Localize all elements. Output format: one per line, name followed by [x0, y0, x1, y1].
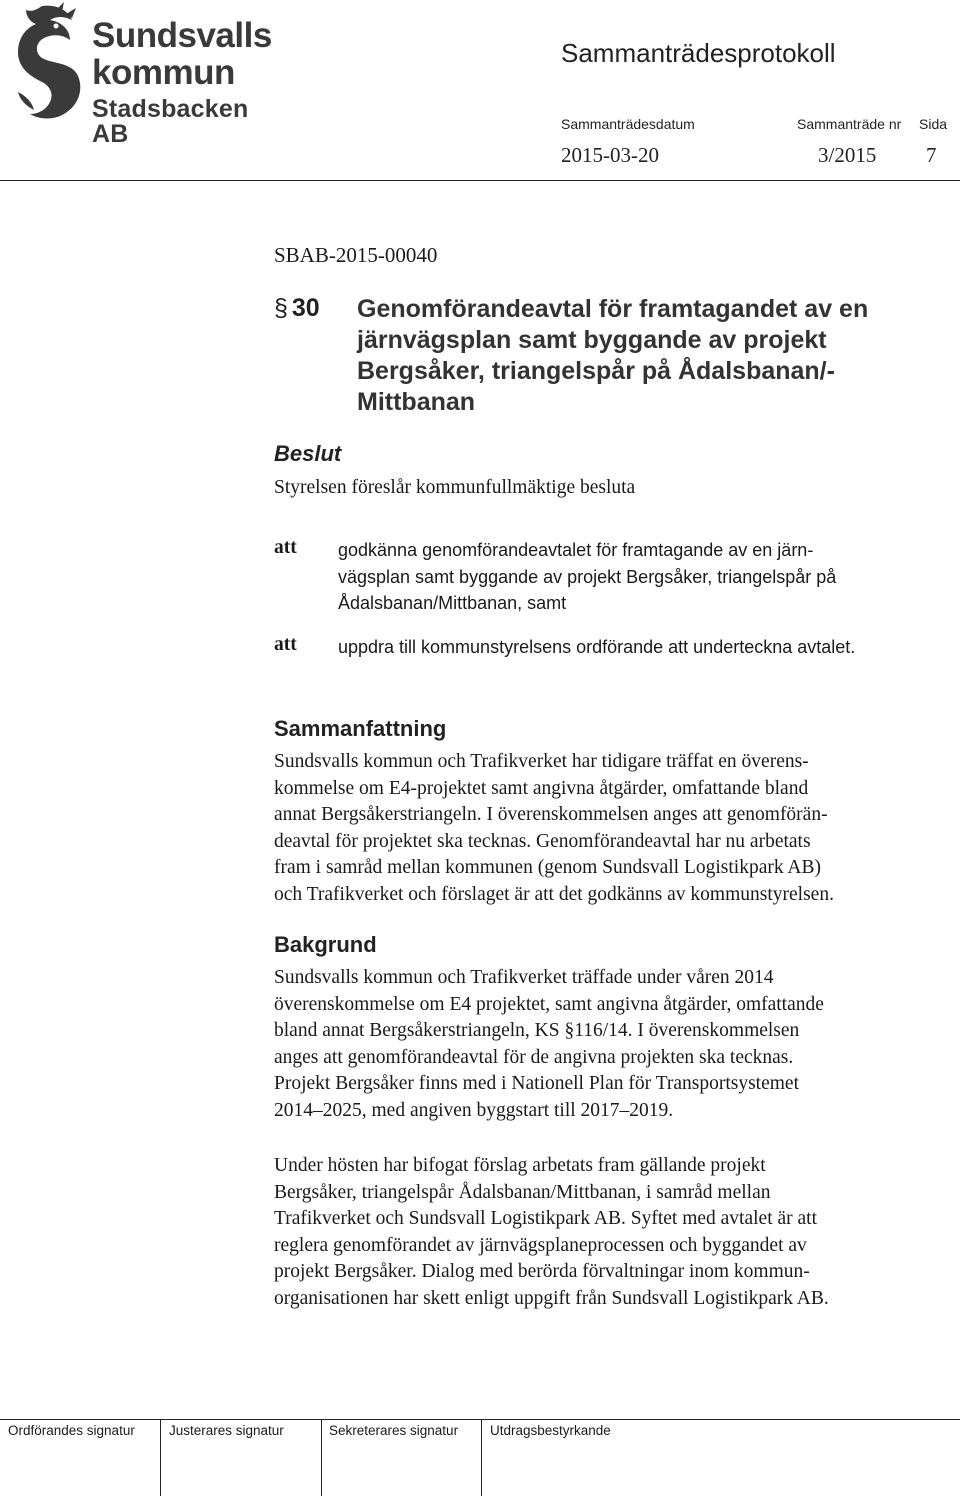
title-line: Mittbanan: [357, 388, 476, 416]
decision-item-1: [338, 537, 938, 617]
decision-line: godkänna genomförandeavtalet för framtagande av en järn-: [338, 540, 814, 560]
decision-item-2: [338, 634, 938, 661]
logo-line-2: kommun: [92, 53, 235, 92]
text-line: Sundsvalls kommun och Trafikverket har tidigare träffat en överens-: [274, 751, 809, 772]
footer-divider: [0, 1419, 960, 1420]
diary-number: SBAB-2015-00040: [274, 243, 438, 267]
text-line: överenskommelse om E4 projektet, samt angivna åtgärder, omfattande: [274, 993, 824, 1015]
meeting-number-label: Sammanträde nr: [797, 116, 902, 132]
text-line: 2014–2025, med angiven byggstart till 2017–2019.: [274, 1099, 674, 1121]
dragon-emblem-icon: [12, 2, 92, 124]
paragraph-number-value: 30: [291, 294, 320, 322]
signature-box-divider: [481, 1419, 482, 1496]
text-line: Bergsåker, triangelspår Ådalsbanan/Mittbanan, i samråd mellan: [274, 1181, 771, 1203]
meeting-date-value: 2015-03-20: [561, 143, 659, 167]
text-line: reglera genomförandet av järnvägsplaneprocessen och byggandet av: [274, 1234, 807, 1256]
adjuster-signature-label: Justerares signatur: [169, 1423, 284, 1438]
beslut-intro: Styrelsen föreslår kommunfullmäktige besluta: [274, 477, 636, 498]
secretary-signature-label: Sekreterares signatur: [329, 1423, 459, 1438]
signature-box-divider: [160, 1419, 161, 1496]
organization-logo: [12, 2, 272, 148]
section-symbol: §: [274, 294, 288, 322]
text-line: deavtal för projektet ska tecknas. Genomförandeavtal har nu arbetats: [274, 830, 811, 852]
att-marker: att: [274, 537, 297, 558]
paragraph-title: [357, 294, 917, 418]
logo-line-1: Sundsvalls: [92, 16, 272, 55]
header-divider: [0, 180, 960, 181]
bakgrund-heading: Bakgrund: [274, 932, 377, 957]
chair-signature-label: Ordförandes signatur: [8, 1423, 135, 1438]
bakgrund-paragraph-2: [274, 1153, 954, 1313]
sammanfattning-text: [274, 749, 954, 909]
page-number-value: 7: [926, 143, 937, 167]
paragraph-number: [274, 294, 320, 323]
text-line: Sundsvalls kommun och Trafikverket träffade under våren 2014: [274, 967, 774, 988]
certification-label: Utdragsbestyrkande: [490, 1423, 611, 1438]
page-label: Sida: [919, 116, 948, 132]
sammanfattning-heading: Sammanfattning: [274, 716, 447, 741]
text-line: kommelse om E4-projektet samt angivna åtgärder, omfattande bland: [274, 777, 809, 799]
title-line: Bergsåker, triangelspår på Ådalsbanan/-: [357, 357, 835, 385]
logo-wordmark: [92, 18, 272, 147]
text-line: bland annat Bergsåkerstriangeln, KS §116/14. I överenskommelsen: [274, 1020, 800, 1042]
title-line: Genomförandeavtal för framtagandet av en: [357, 295, 869, 323]
text-line: annat Bergsåkerstriangeln. I överenskommelsen anges att genomförän-: [274, 804, 828, 826]
beslut-heading: Beslut: [274, 441, 342, 466]
text-line: fram i samråd mellan kommunen (genom Sundsvall Logistikpark AB): [274, 857, 821, 879]
text-line: Under hösten har bifogat förslag arbetats fram gällande projekt: [274, 1155, 766, 1176]
text-line: Trafikverket och Sundsvall Logistikpark AB. Syftet med avtalet är att: [274, 1208, 818, 1230]
text-line: anges att genomförandeavtal för de angivna projekten ska tecknas.: [274, 1046, 794, 1068]
decision-line: vägsplan samt byggande av projekt Bergsåker, triangelspår på: [338, 566, 837, 587]
logo-line-3: Stadsbacken AB: [92, 95, 249, 148]
text-line: och Trafikverket och förslaget är att det godkänns av kommunstyrelsen.: [274, 883, 834, 905]
text-line: projekt Bergsåker. Dialog med berörda förvaltningar inom kommun-: [274, 1261, 810, 1283]
meeting-number-value: 3/2015: [818, 143, 877, 167]
meeting-date-label: Sammanträdesdatum: [561, 116, 695, 132]
signature-box-divider: [321, 1419, 322, 1496]
text-line: organisationen har skett enligt uppgift från Sundsvall Logistikpark AB.: [274, 1287, 829, 1309]
decision-line: Ådalsbanan/Mittbanan, samt: [338, 593, 567, 614]
document-title: Sammanträdesprotokoll: [561, 38, 836, 68]
title-line: järnvägsplan samt byggande av projekt: [357, 326, 827, 354]
att-marker: att: [274, 634, 297, 655]
text-line: Projekt Bergsåker finns med i Nationell Plan för Transportsystemet: [274, 1073, 799, 1095]
bakgrund-paragraph-1: [274, 965, 954, 1125]
decision-line: uppdra till kommunstyrelsens ordförande att underteckna avtalet.: [338, 637, 856, 657]
